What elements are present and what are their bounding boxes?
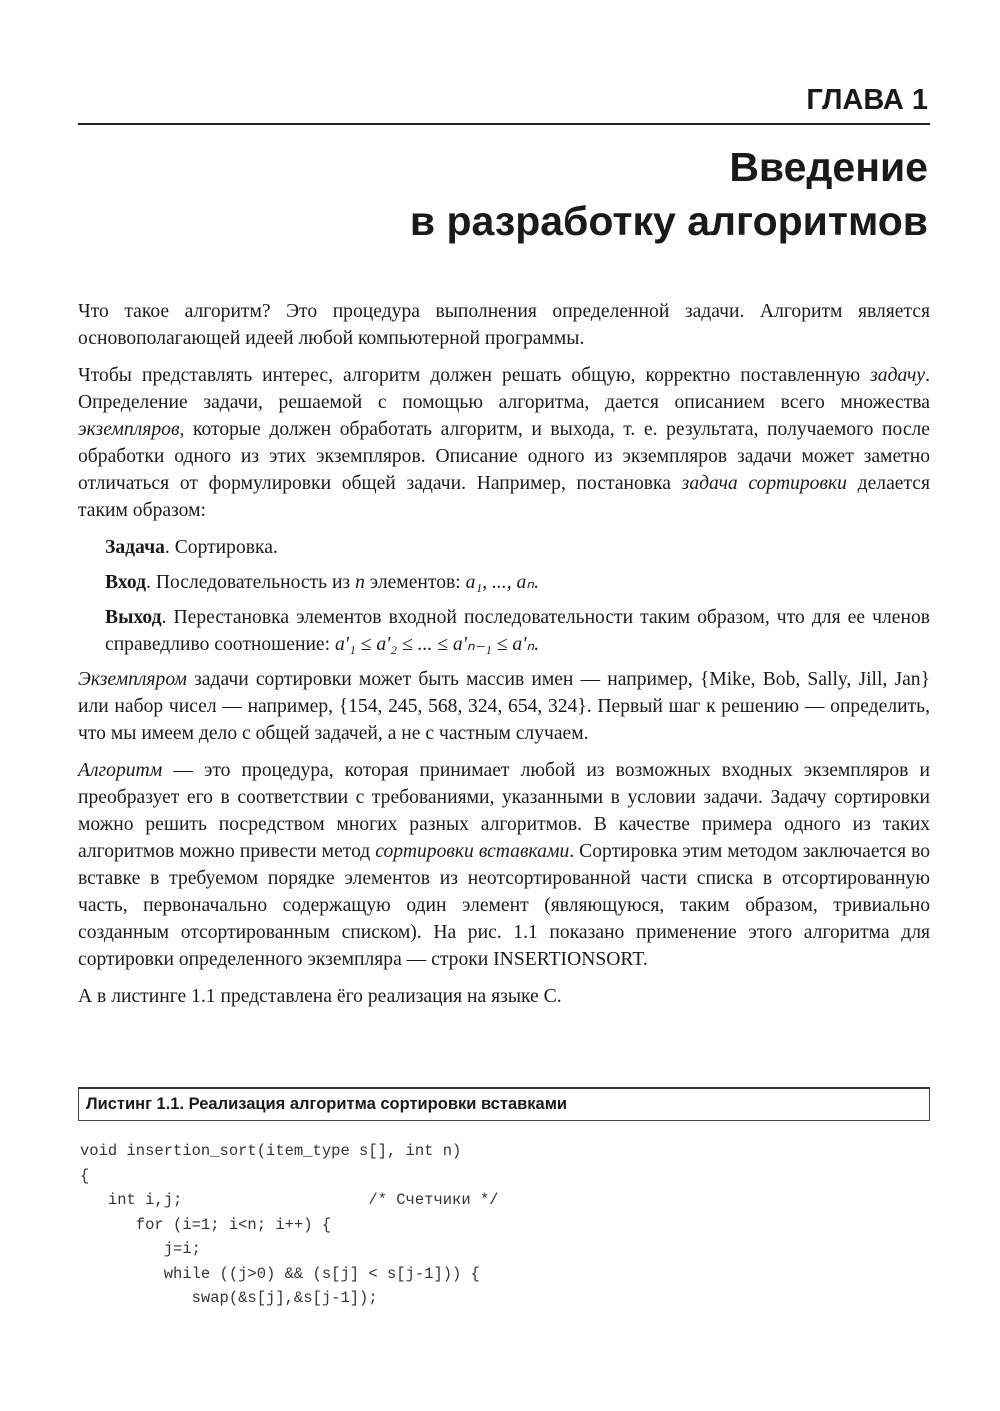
- text: задачи сортировки может быть массив имен — например, {Mike, Bob, Sally, Jill, Jan} или набор чисел — например, {154, 245, 568, 324, 654, 324}. Первый шаг к решению — определить, что мы имеем дело с общей задачей, а не с частным случаем.: [78, 669, 930, 744]
- input-label: Вход: [105, 572, 147, 593]
- code-line: swap(&s[j],&s[j-1]);: [80, 1289, 378, 1307]
- term-instance: Экземпляром: [78, 669, 187, 690]
- term-sorting-task: задача сортировки: [681, 473, 847, 494]
- paragraph-1: Что такое алгоритм? Это процедура выполнения определенной задачи. Алгоритм является основополагающей идеей любой компьютерной программы.: [78, 301, 930, 349]
- term-task: задачу: [870, 365, 926, 386]
- code-line: while ((j>0) && (s[j] < s[j-1])) {: [80, 1264, 480, 1283]
- text: делается таким образом:: [78, 473, 930, 521]
- title-line-1: Введение: [729, 144, 928, 190]
- body-text: [78, 298, 930, 1020]
- text: — это процедура, которая принимает любой из возможных входных экземпляров и преобразует его в соответствии с требованиями, указанными в условии задачи. Задачу сортировки можно решить посредством многих разных алгоритмов. В качестве примера одного из таких алгоритмов можно привести метод: [78, 760, 930, 862]
- chapter-title: [410, 140, 928, 248]
- listing-caption: Листинг 1.1. Реализация алгоритма сортировки вставками: [86, 1095, 568, 1113]
- code-listing: [80, 1139, 499, 1311]
- term-instances: экземпляров: [78, 419, 180, 440]
- task-label: Задача: [105, 537, 165, 558]
- text: элементов:: [364, 572, 466, 593]
- text: Чтобы представлять интерес, алгоритм должен решать общую, корректно поставленную: [78, 365, 871, 386]
- task-text: . Сортировка.: [164, 537, 278, 558]
- paragraph-4: [78, 757, 930, 973]
- paragraph-5: А в листинге 1.1 представлена ёго реализация на языке С.: [78, 986, 562, 1007]
- task-definition: [105, 534, 930, 561]
- listing-caption-box: [78, 1087, 930, 1121]
- paragraph-2: [78, 362, 930, 524]
- text: . Перестановка элементов входной последовательности таким образом, что для ее членов справедливо соотношение:: [105, 607, 930, 655]
- term-algorithm: Алгоритм: [78, 760, 163, 781]
- output-expression: a'₁ ≤ a'₂ ≤ ... ≤ a'ₙ₋₁ ≤ a'ₙ.: [334, 634, 540, 655]
- output-label: Выход: [105, 607, 162, 628]
- code-line: j=i;: [80, 1240, 201, 1258]
- code-line: for (i=1; i<n; i++) {: [80, 1215, 332, 1234]
- title-line-2: в разработку алгоритмов: [409, 198, 928, 244]
- chapter-label: ГЛАВА 1: [806, 84, 928, 116]
- text: . Последовательность из: [146, 572, 356, 593]
- text: . Сортировка этим методом заключается во вставке в требуемом порядке элементов из неотсортированной части списка в отсортированную часть, первоначально содержащую один элемент (являющуюся, таким образом, тривиально созданным отсортированным списком). На рис. 1.1 показано применение этого алгоритма для сортировки определенного экземпляра — строки INSERTIONSORT.: [78, 841, 930, 970]
- text: , которые должен обработать алгоритм, и выхода, т. е. результата, получаемого после обработки одного из этих экземпляров. Описание одного из экземпляров задачи может заметно отличаться от формулировки общей задачи. Например, постановка: [78, 419, 930, 494]
- output-definition: [105, 604, 930, 658]
- var-n: n: [355, 572, 365, 593]
- code-line: int i,j; /* Счетчики */: [80, 1191, 499, 1209]
- input-expression: a₁, ..., aₙ.: [465, 572, 539, 593]
- input-definition: [105, 569, 930, 596]
- code-line: void insertion_sort(item_type s[], int n): [80, 1142, 462, 1160]
- paragraph-3: [78, 666, 930, 747]
- code-line: {: [80, 1166, 90, 1185]
- chapter-rule: [78, 123, 930, 125]
- term-insertion-sort: сортировки вставками: [375, 841, 570, 862]
- text: . Определение задачи, решаемой с помощью алгоритма, дается описанием всего множества: [78, 365, 930, 413]
